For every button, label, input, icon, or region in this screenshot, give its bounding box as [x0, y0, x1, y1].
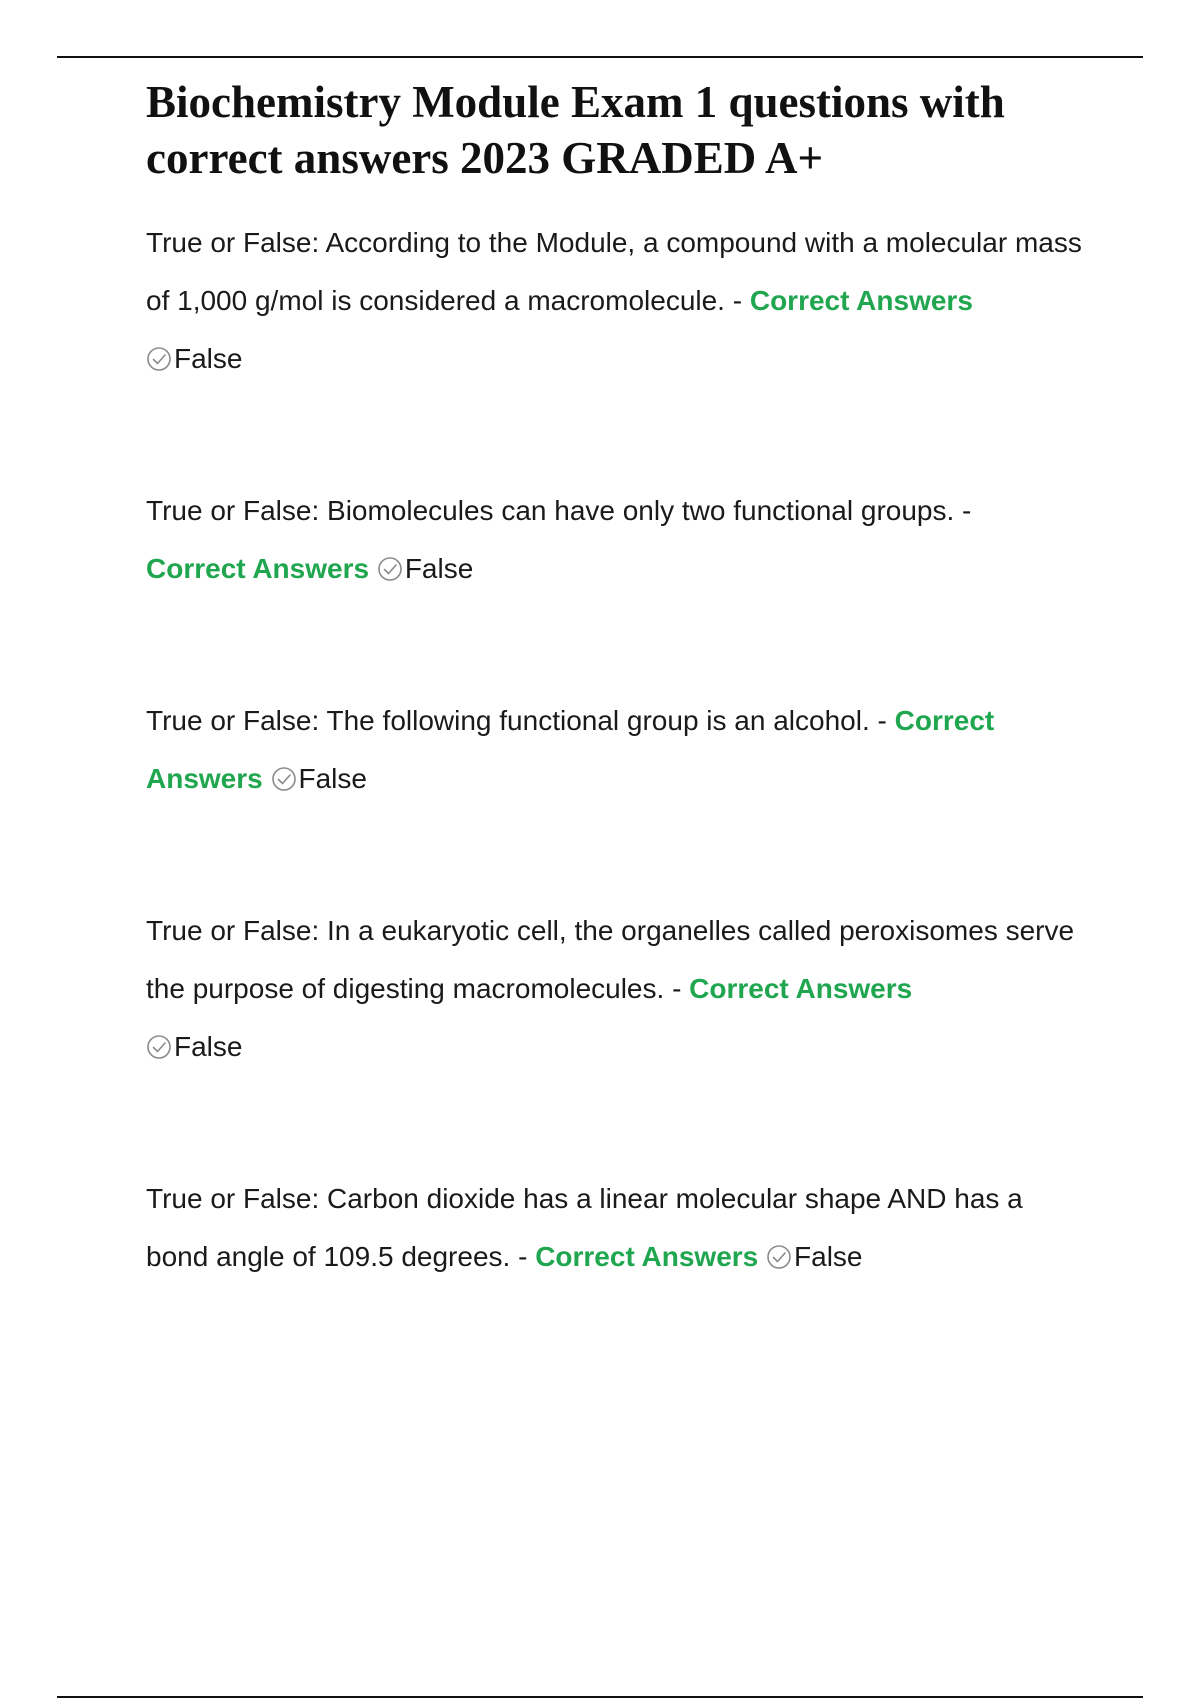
- question-item-2: [146, 482, 1086, 598]
- check-circle-icon: [271, 766, 297, 792]
- answer-value: False: [174, 343, 243, 374]
- check-circle-icon: [766, 1244, 792, 1270]
- document-body: [146, 74, 1086, 1286]
- correct-answers-label: Correct Answers: [749, 285, 973, 316]
- question-text: True or False: According to the Module, a compound with a molecular mass of 1,000 g/mol is considered a macromolecule. -: [146, 227, 1082, 316]
- question-item-3: [146, 692, 1086, 808]
- check-circle-icon: [146, 1034, 172, 1060]
- answer-value: False: [794, 1241, 863, 1272]
- document-title: Biochemistry Module Exam 1 questions with correct answers 2023 GRADED A+: [146, 77, 1005, 183]
- bottom-rule: [57, 1696, 1143, 1698]
- question-text: True or False: The following functional group is an alcohol. -: [146, 705, 895, 736]
- correct-answers-label: Correct Answers: [146, 705, 995, 794]
- question-item-1: [146, 214, 1086, 388]
- correct-answers-label: Correct Answers: [689, 973, 913, 1004]
- check-circle-icon: [377, 556, 403, 582]
- question-item-4: [146, 902, 1086, 1076]
- question-text: True or False: Carbon dioxide has a linear molecular shape AND has a bond angle of 109.5 degrees. -: [146, 1183, 1023, 1272]
- correct-answers-label: Correct Answers: [146, 553, 370, 584]
- top-rule: [57, 56, 1143, 58]
- question-text: True or False: In a eukaryotic cell, the organelles called peroxisomes serve the purpose of digesting macromolecules. -: [146, 915, 1075, 1004]
- check-circle-icon: [146, 346, 172, 372]
- correct-answers-label: Correct Answers: [535, 1241, 759, 1272]
- question-text: True or False: Biomolecules can have only two functional groups. -: [146, 495, 972, 526]
- answer-value: False: [404, 553, 474, 584]
- answer-value: False: [174, 1031, 243, 1062]
- answer-value: False: [298, 763, 367, 794]
- question-item-5: [146, 1170, 1086, 1286]
